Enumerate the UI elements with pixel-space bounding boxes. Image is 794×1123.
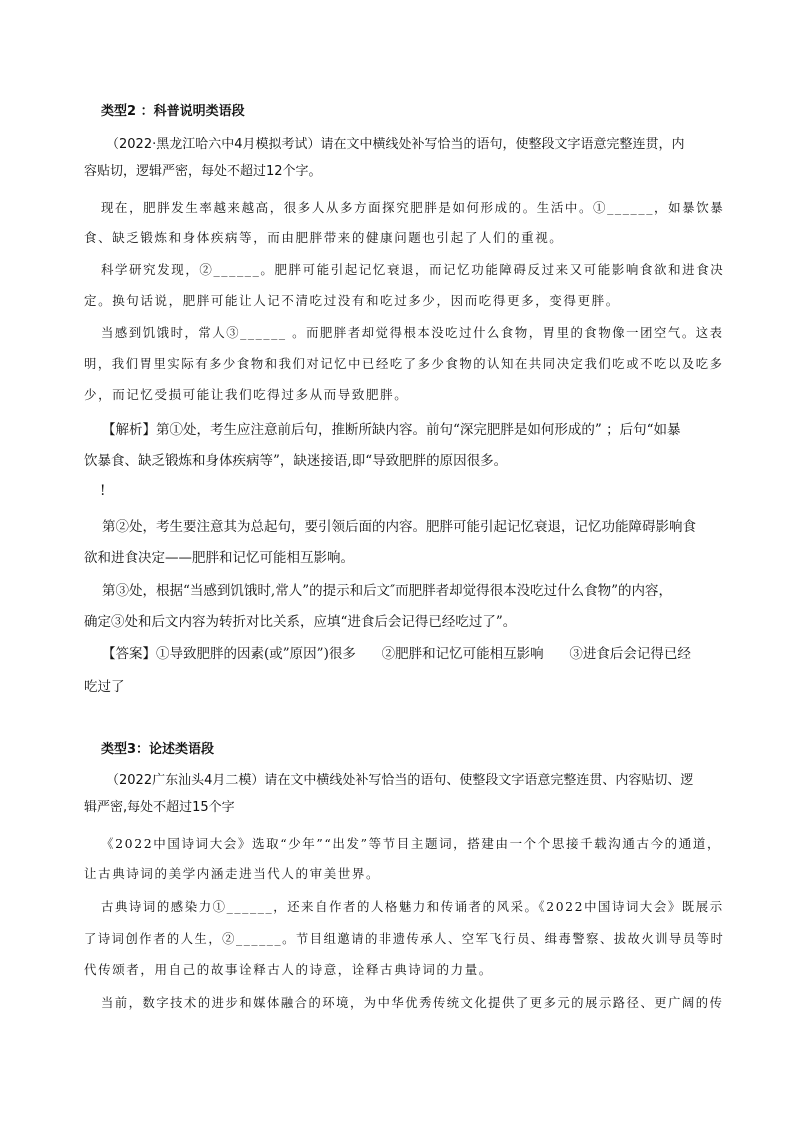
analysis-line: 【解析】第①处，考生应注意前后句，推断所缺内容。前句“深完肥胖是如何形成的” ；后句“如暴 <box>102 422 681 438</box>
question-prompt-line: 容贴切，逻辑严密，每处不超过12个字。 <box>84 164 322 179</box>
passage-line: 食、缺乏锻炼和身体疾病等，而由肥胖带来的健康问题也引起了人们的重视。 <box>84 230 564 245</box>
passage-line: 科学研究发现，②______。肥胖可能引起记忆衰退，而记忆功能障碍反过来又可能影响食欲和进食决 <box>101 262 725 277</box>
passage-line: 明，我们胃里实际有多少食物和我们对记忆中已经吃了多少食物的认知在共同决定我们吃或不吃以及吃多 <box>84 356 724 371</box>
section-heading-type3: 类型3：论述类语段 <box>101 742 215 757</box>
passage-line: 代传颂者，用自己的故事诠释古人的诗意，诠释古典诗词的力量。 <box>84 962 493 977</box>
passage-line: 当前，数字技术的进步和媒体融合的环境，为中华优秀传统文化提供了更多元的展示路径、更广阔的传 <box>101 995 724 1010</box>
passage-line: 让古典诗词的美学内涵走进当代人的审美世界。 <box>84 866 381 881</box>
passage-line: 现在，肥胖发生率越来越高，很多人从多方面探究肥胖是如何形成的。生活中。①______，如暴饮暴 <box>101 200 725 215</box>
question-prompt-line: 辑严密,每处不超过15个字 <box>84 800 235 815</box>
answer-line: 吃过了 <box>84 679 125 695</box>
analysis-line: 确定③处和后文内容为转折对比关系，应填“进食后会记得已经吃过了”。 <box>84 614 517 630</box>
passage-line: 少，而记忆受损可能让我们吃得过多从而导致肥胖。 <box>84 387 409 402</box>
passage-line: 《2022中国诗词大会》选取“少年”“出发”等节目主题词，搭建由一个个思接千载沟通古今的通道， <box>101 836 722 851</box>
answer-line: 【答案】①导致肥胖的因素(或”原因”)很多 ②肥胖和记忆可能相互影响 ③进食后会记得已经 <box>102 646 691 662</box>
section-heading-type2: 类型2 ：科普说明类语段 <box>101 104 245 119</box>
passage-line: 了诗词创作者的人生，②______。节目组邀请的非遗传承人、空军飞行员、缉毒警察、拔故火训导员等时 <box>84 931 725 946</box>
question-prompt-line: （2022广东汕头4月二模）请在文中横线处补写恰当的语句、使整段文字语意完整连贯、内容贴切、逻 <box>106 773 694 788</box>
analysis-line: 欲和进食决定——肥胖和记忆可能相互影响。 <box>84 550 354 566</box>
analysis-line: 第②处，考生要注意其为总起句，要引领后面的内容。肥胖可能引起记忆衰退，记忆功能障碍影响食 <box>102 519 696 535</box>
question-prompt-line: （2022·黑龙江哈六中4月模拟考试）请在文中横线处补写恰当的语句，使整段文字语意完整连贯，内 <box>106 137 685 152</box>
passage-line: 当感到饥饿时，常人③______ 。而肥胖者却觉得根本没吃过什么食物，胃里的食物像一团空气。这表 <box>101 325 724 340</box>
analysis-line: 第③处，根据“当感到饥饿时,常人”的提示和后文″而肥胖者却觉得很本没吃过什么食物”的内容， <box>102 583 673 599</box>
stray-mark: ! <box>100 483 106 499</box>
passage-line: 古典诗词的感染力①______，还来自作者的人格魅力和传诵者的风采。《2022中国诗词大会》既展示 <box>101 899 724 914</box>
passage-line: 定。换句话说，肥胖可能让人记不清吃过没有和吃过多少，因而吃得更多，变得更胖。 <box>84 293 620 308</box>
analysis-line: 饮暴食、缺乏锻炼和身体疾病等”，缺迷接语,即“导致肥胖的原因很多。 <box>84 453 508 469</box>
